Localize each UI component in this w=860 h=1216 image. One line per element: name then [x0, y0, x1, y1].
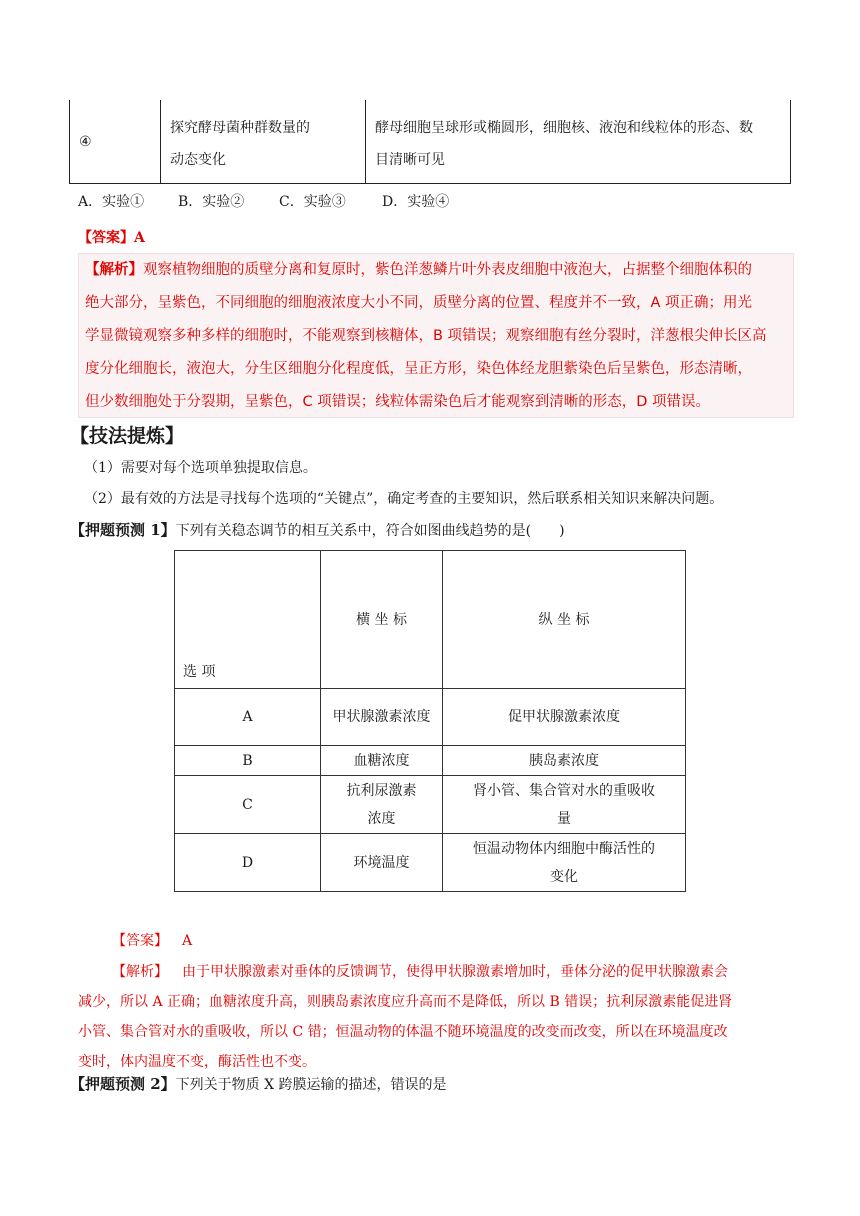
experiment-name: 动态变化 [170, 152, 226, 168]
analysis-line: 学显微镜观察多种多样的细胞时，不能观察到核糖体，B 项错误；观察细胞有丝分裂时，洋葱根尖伸长区高 [85, 328, 767, 344]
table-border [365, 100, 366, 184]
row-x: 血糖浓度 [321, 746, 443, 776]
analysis-label: 【解析】 [85, 262, 143, 278]
analysis-box [78, 253, 794, 418]
option-d: D．实验④ [382, 194, 450, 210]
row-x: 甲状腺激素浓度 [321, 689, 443, 746]
table-border [69, 100, 70, 184]
answer-label: 【答案】 [112, 933, 168, 949]
row-option: C [175, 776, 321, 834]
row-option: A [175, 689, 321, 746]
prediction-1 [70, 516, 565, 545]
row-option: B [175, 746, 321, 776]
answer-value: A [182, 933, 193, 949]
row-x: 抗利尿激素 浓度 [321, 776, 443, 834]
header-option: 选 项 [175, 551, 321, 689]
technique-title: 【技法提炼】 [70, 425, 185, 447]
table-row [175, 689, 686, 746]
header-x: 横 坐 标 [321, 551, 443, 689]
analysis-line: 【解析】 由于甲状腺激素对垂体的反馈调节，使得甲状腺激素增加时，垂体分泌的促甲状腺激素会 [112, 964, 728, 980]
option-b: B．实验② [178, 194, 245, 210]
technique-point: （1）需要对每个选项单独提取信息。 [84, 460, 317, 476]
analysis-label: 【解析】 [112, 964, 168, 980]
prediction-question: 下列关于物质 X 跨膜运输的描述，错误的是 [175, 1077, 447, 1093]
experiment-table [69, 100, 791, 184]
option-c: C．实验③ [279, 194, 346, 210]
table-row [175, 746, 686, 776]
analysis-line: 但少数细胞处于分裂期，呈紫色，C 项错误；线粒体需染色后才能观察到清晰的形态，D 项错误。 [85, 394, 711, 410]
row-y: 恒温动物体内细胞中酶活性的 变化 [443, 834, 686, 892]
analysis-line: 减少，所以 A 正确；血糖浓度升高，则胰岛素浓度应升高而不是降低，所以 B 错误；抗利尿激素能促进肾 [78, 994, 733, 1010]
technique-point: （2）最有效的方法是寻找每个选项的“关键点”，确定考查的主要知识，然后联系相关知识来解决问题。 [84, 491, 724, 507]
analysis-line: 小管、集合管对水的重吸收，所以 C 错；恒温动物的体温不随环境温度的改变而改变，所以在环境温度改 [78, 1024, 728, 1040]
answer-value: A [134, 230, 145, 246]
row-number: ④ [79, 134, 92, 150]
prediction-table [174, 550, 686, 892]
analysis-line: 度分化细胞长，液泡大，分生区细胞分化程度低，呈正方形，染色体经龙胆紫染色后呈紫色，形态清晰， [85, 361, 752, 377]
prediction-label: 【押题预测 2】 [70, 1075, 176, 1093]
table-border [160, 100, 161, 184]
observation-text: 目清晰可见 [375, 152, 445, 168]
prediction-label: 【押题预测 1】 [70, 521, 176, 539]
row-y: 胰岛素浓度 [443, 746, 686, 776]
experiment-name: 探究酵母菌种群数量的 [170, 120, 310, 136]
answer-line [112, 927, 192, 955]
row-x: 环境温度 [321, 834, 443, 892]
row-option: D [175, 834, 321, 892]
answer-label: 【答案】 [78, 230, 134, 246]
table-row [175, 776, 686, 834]
analysis-line: 变时，体内温度不变，酶活性也不变。 [78, 1054, 316, 1070]
row-y: 促甲状腺激素浓度 [443, 689, 686, 746]
answer-line [78, 224, 145, 252]
header-y: 纵 坐 标 [443, 551, 686, 689]
table-row [175, 834, 686, 892]
prediction-2 [70, 1070, 447, 1099]
analysis-line: 【解析】观察植物细胞的质壁分离和复原时，紫色洋葱鳞片叶外表皮细胞中液泡大，占据整个细胞体积的 [85, 262, 752, 278]
option-a: A．实验① [78, 194, 145, 210]
row-y: 肾小管、集合管对水的重吸收 量 [443, 776, 686, 834]
analysis-line: 绝大部分，呈紫色，不同细胞的细胞液浓度大小不同，质壁分离的位置、程度并不一致，A 项正确；用光 [85, 295, 753, 311]
table-border [790, 100, 791, 184]
observation-text: 酵母细胞呈球形或椭圆形，细胞核、液泡和线粒体的形态、数 [375, 120, 753, 136]
table-border [69, 183, 791, 184]
prediction-question: 下列有关稳态调节的相互关系中，符合如图曲线趋势的是( ) [175, 523, 565, 539]
